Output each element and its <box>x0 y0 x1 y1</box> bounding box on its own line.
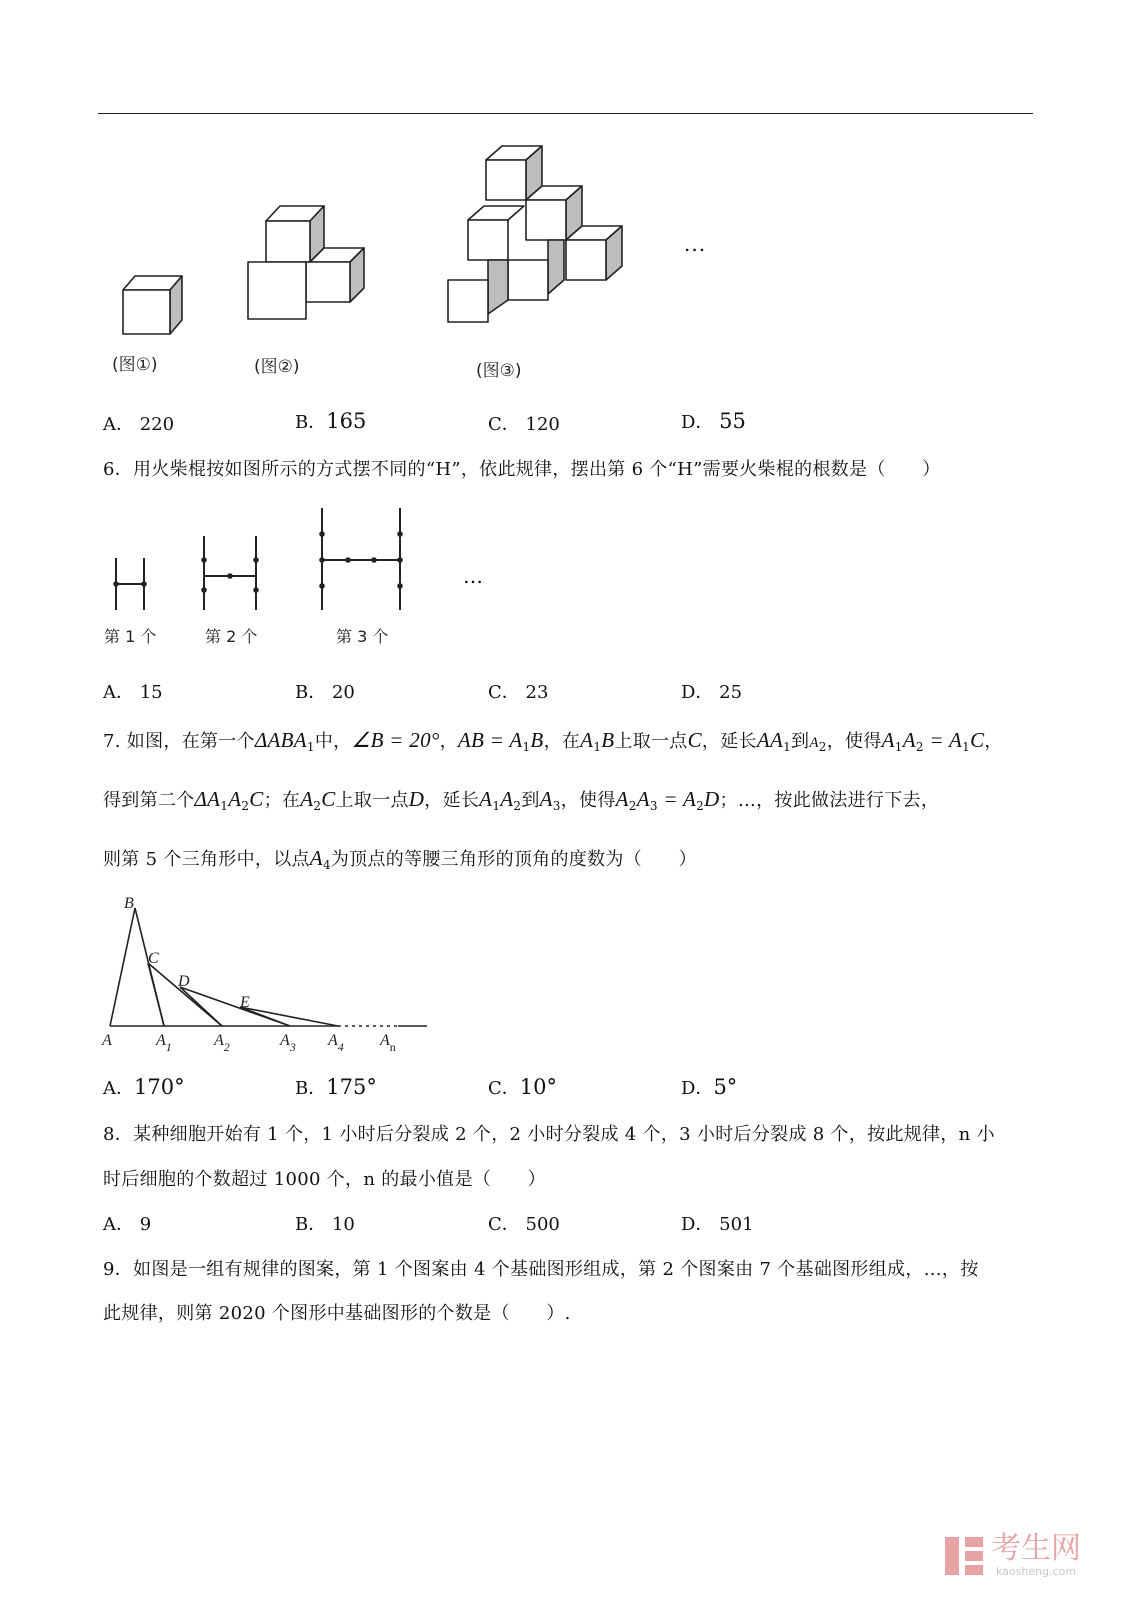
q7-line-2: 得到第二个$\Delta A_1A_2C$；在$A_2C$上取一点D，延长$A_1A_2$到$A_3$，使得$A_2A_3 = A_2D$；…，按此做法进行下去， <box>103 787 940 813</box>
q6-option-d: D． 25 <box>681 682 743 703</box>
q7-option-b: B．175° <box>295 1075 377 1099</box>
label-A3: $A_3$ <box>280 1032 296 1054</box>
cube-ellipsis: ... <box>684 232 707 256</box>
watermark <box>943 1533 1081 1578</box>
q8-option-b: B． 10 <box>295 1214 355 1235</box>
q8-option-d: D． 501 <box>681 1214 754 1235</box>
q6-option-a: A． 15 <box>103 682 163 703</box>
cube-figure-2 <box>240 200 370 325</box>
label-C: C <box>148 950 159 967</box>
label-D: D <box>178 973 190 990</box>
q5-option-c: C． 120 <box>488 414 560 435</box>
q7-option-d: D．5° <box>681 1075 738 1099</box>
triangle-figure <box>100 895 440 1065</box>
q5-option-b: B．165 <box>295 409 367 433</box>
q5-option-a: A． 220 <box>103 414 175 435</box>
q7-option-c: C．10° <box>488 1075 558 1099</box>
q6-stem: 6．用火柴棍按如图所示的方式摆不同的“H”，依此规律，摆出第 6 个“H”需要火柴棍的根数是（ ） <box>103 459 941 480</box>
q6-option-b: B． 20 <box>295 682 355 703</box>
label-A1: $A_1$ <box>156 1032 172 1054</box>
q7-option-a: A．170° <box>103 1075 185 1099</box>
label-A4: $A_4$ <box>328 1032 344 1054</box>
q6-option-c: C． 23 <box>488 682 549 703</box>
label-A2: $A_2$ <box>214 1032 230 1054</box>
q8-option-c: C． 500 <box>488 1214 560 1235</box>
label-An: $A_n$ <box>380 1032 396 1054</box>
q8-line-1: 8．某种细胞开始有 1 个，1 小时后分裂成 2 个，2 小时分裂成 4 个，3 小时后分裂成 8 个，按此规律，n 小 <box>103 1124 995 1145</box>
watermark-url: kaosheng.com <box>995 1565 1077 1578</box>
matchstick-h-figures <box>100 500 420 620</box>
h-caption-2: 第 2 个 <box>205 627 258 646</box>
cube-caption-1: (图①) <box>112 355 158 375</box>
q5-option-d: D． 55 <box>681 409 746 433</box>
header-rule <box>98 113 1033 114</box>
q9-line-1: 9．如图是一组有规律的图案，第 1 个图案由 4 个基础图形组成，第 2 个图案由 7 个基础图形组成，…，按 <box>103 1259 979 1280</box>
cube-caption-3: (图③) <box>476 361 522 381</box>
h-caption-3: 第 3 个 <box>336 627 389 646</box>
h-caption-1: 第 1 个 <box>104 627 157 646</box>
label-B: B <box>124 895 134 912</box>
cube-figure-1 <box>118 270 188 338</box>
label-E: E <box>240 994 250 1011</box>
q8-option-a: A． 9 <box>103 1214 152 1235</box>
cube-caption-2: (图②) <box>254 357 300 377</box>
cube-figure-3 <box>440 140 630 330</box>
q7-line-3: 则第 5 个三角形中，以点$A_4$为顶点的等腰三角形的顶角的度数为（ ） <box>103 846 697 872</box>
q9-line-2: 此规律，则第 2020 个图形中基础图形的个数是（ ）. <box>103 1303 571 1324</box>
label-A: A <box>102 1032 112 1049</box>
q8-line-2: 时后细胞的个数超过 1000 个，n 的最小值是（ ） <box>103 1169 546 1190</box>
watermark-text: 考生网 <box>991 1531 1081 1566</box>
q7-line-1: 7. 如图，在第一个$\Delta ABA_1$中，∠B = 20°，AB = $A_1B$，在$A_1B$上取一点C，延长$AA_1$到$A_2$，使得$A_1A_2 = A_1C$， <box>103 728 1003 754</box>
h-ellipsis: … <box>463 564 484 588</box>
watermark-logo-icon <box>943 1535 985 1577</box>
